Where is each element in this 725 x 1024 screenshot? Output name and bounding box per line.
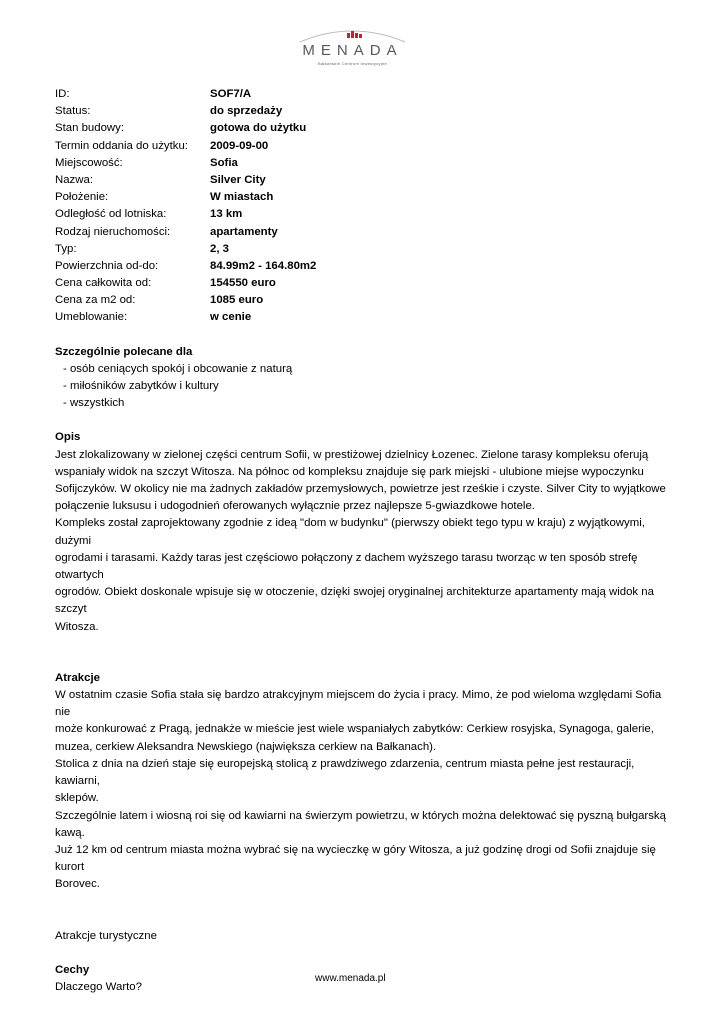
detail-row <box>55 309 675 326</box>
opis-line: ogrodami i tarasami. Każdy taras jest częściowo połączony z dachem wyższego tarasu tworząc w ten sposób strefę otwartych <box>55 551 638 582</box>
detail-label: Miejscowość: <box>55 156 123 169</box>
detail-row <box>55 275 675 292</box>
detail-row <box>55 258 675 275</box>
menada-logo <box>295 24 410 70</box>
detail-row <box>55 103 675 120</box>
atrakcje-line: Już 12 km od centrum miasta można wybrać się na wycieczkę w góry Witosza, a już godzinę drogi od Sofii znajduje się kurort <box>55 843 656 874</box>
logo-subtitle: Bałkańskie Centrum Inwestycyjne <box>317 61 388 66</box>
detail-label: Cena za m2 od: <box>55 294 136 307</box>
detail-label: ID: <box>55 88 70 100</box>
detail-value: SOF7/A <box>210 88 252 100</box>
detail-value: do sprzedaży <box>210 105 283 118</box>
atrakcje-turystyczne-label: Atrakcje turystyczne <box>55 929 157 942</box>
atrakcje-line: W ostatnim czasie Sofia stała się bardzo atrakcyjnym miejscem do życia i pracy. Mimo, że pod wieloma względami Sofia nie <box>55 689 662 719</box>
recommended-heading: Szczególnie polecane dla <box>55 345 193 358</box>
atrakcje-line: sklepów. <box>55 792 99 805</box>
recommended-item: - miłośników zabytków i kultury <box>63 380 219 393</box>
detail-row <box>55 241 675 258</box>
detail-row <box>55 172 675 189</box>
opis-line: Jest zlokalizowany w zielonej części centrum Sofii, w prestiżowej dzielnicy Łozenec. Zielone tarasy kompleksu oferują <box>55 448 649 461</box>
detail-value: W miastach <box>210 191 274 204</box>
opis-line: Witosza. <box>55 620 99 633</box>
logo-wordmark: MENADA <box>302 42 403 59</box>
atrakcje-heading: Atrakcje <box>55 671 100 684</box>
atrakcje-line: Borovec. <box>55 878 100 891</box>
detail-label: Typ: <box>55 242 77 255</box>
atrakcje-line: Szczególnie latem i wiosną roi się od kawiarni na świerzym powietrzu, w których można delektować się pyszną bułgarską <box>55 809 666 822</box>
detail-value: 2, 3 <box>210 242 229 255</box>
detail-value: 13 km <box>210 208 243 221</box>
detail-label: Powierzchnia od-do: <box>55 259 159 272</box>
detail-row <box>55 206 675 223</box>
detail-value: w cenie <box>210 311 252 324</box>
opis-heading: Opis <box>55 431 81 444</box>
detail-value: 1085 euro <box>210 294 264 307</box>
detail-label: Stan budowy: <box>55 122 125 135</box>
opis-line: wspaniały widok na szczyt Witosza. Na północ od kompleksu znajduje się park miejski - ulubione miejse wypoczynku <box>55 465 644 478</box>
cechy-heading: Cechy <box>55 963 90 976</box>
detail-label: Status: <box>55 105 91 118</box>
detail-row <box>55 224 675 241</box>
footer-url[interactable]: www.menada.pl <box>315 973 386 984</box>
opis-line: połączenie luksusu i udogodnień oferowanych wyłącznie przez najlepsze 5-gwiazdkowe hotele. <box>55 500 535 513</box>
opis-line: Sofijczyków. W okolicy nie ma żadnych zakładów przemysłowych, powietrze jest rześkie i czyste. Silver City to wyjątkowe <box>55 483 666 496</box>
atrakcje-line: kawą. <box>55 826 85 839</box>
property-sheet <box>55 86 675 996</box>
opis-line: ogrodów. Obiekt doskonale wpisuje się w otoczenie, dzięki swojej oryginalnej architekturze apartamenty mają widok na szczyt <box>55 586 654 616</box>
cechy-text: Dlaczego Warto? <box>55 980 142 993</box>
details-table <box>55 86 675 327</box>
recommended-item: - wszystkich <box>63 397 125 410</box>
detail-label: Cena całkowita od: <box>55 277 152 290</box>
detail-value: Silver City <box>210 173 266 186</box>
recommended-item: - osób ceniących spokój i obcowanie z naturą <box>63 362 293 375</box>
detail-row <box>55 120 675 137</box>
detail-label: Umeblowanie: <box>55 311 128 324</box>
detail-label: Nazwa: <box>55 173 93 186</box>
detail-value: 154550 euro <box>210 277 276 290</box>
detail-value: 84.99m2 - 164.80m2 <box>210 259 317 272</box>
detail-value: apartamenty <box>210 225 278 238</box>
detail-row <box>55 155 675 172</box>
detail-value: Sofia <box>210 156 238 169</box>
detail-label: Termin oddania do użytku: <box>55 139 188 152</box>
logo-arc-icon <box>295 24 410 44</box>
detail-value: 2009-09-00 <box>210 139 269 152</box>
detail-label: Położenie: <box>55 191 109 204</box>
atrakcje-line: Stolica z dnia na dzień staje się europejską stolicą z prawdziwego zdarzenia, centrum miasta pełne jest restauracji, kawiarni, <box>55 757 635 788</box>
opis-line: Kompleks został zaprojektowany zgodnie z ideą "dom w budynku" (pierwszy obiekt tego typu w kraju) z wyjątkowymi, dużymi <box>55 517 645 547</box>
detail-row <box>55 292 675 309</box>
atrakcje-line: może konkurować z Pragą, jednakże w mieście jest wiele wspaniałych zabytków: Cerkiew rosyjska, Synagoga, galerie, <box>55 723 654 736</box>
detail-row <box>55 138 675 155</box>
detail-label: Odległość od lotniska: <box>55 208 167 221</box>
detail-row <box>55 189 675 206</box>
detail-row <box>55 86 675 103</box>
detail-value: gotowa do użytku <box>210 122 307 135</box>
detail-label: Rodzaj nieruchomości: <box>55 225 171 238</box>
atrakcje-line: muzea, cerkiew Aleksandra Newskiego (największa cerkiew na Bałkanach). <box>55 740 437 753</box>
